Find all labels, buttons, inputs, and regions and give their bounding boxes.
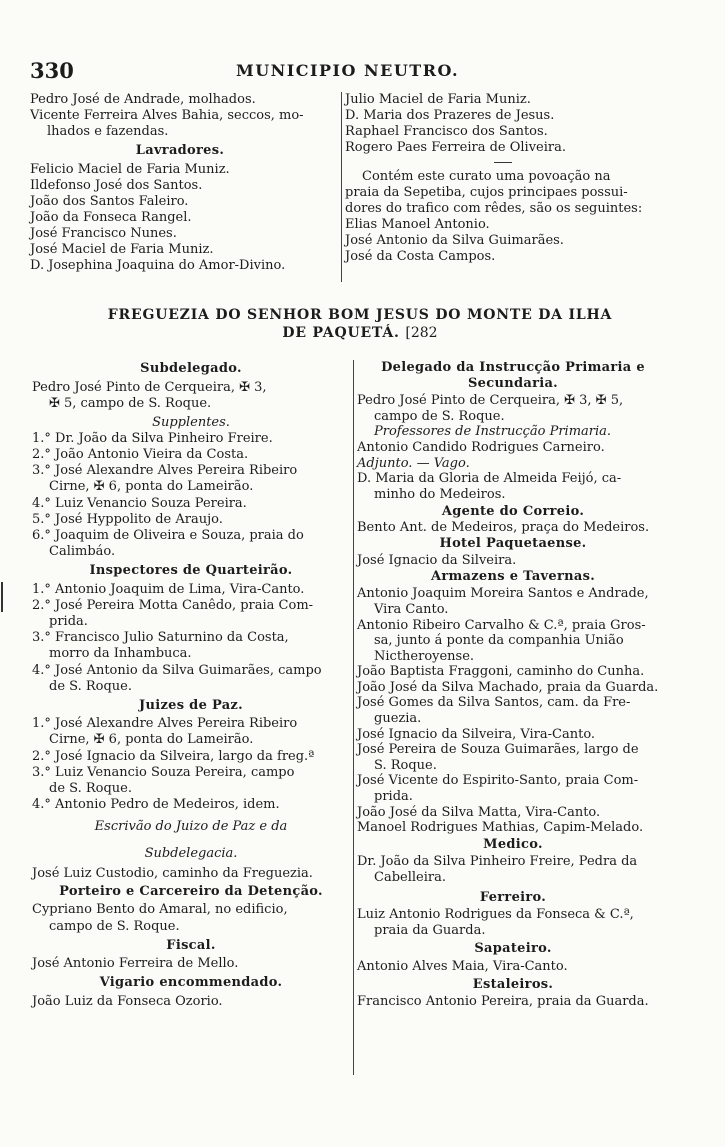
paragraph-line: dores do trafico com rêdes, são os seguintes: (345, 201, 643, 216)
listing-line: 5.° José Hyppolito de Araujo. (32, 511, 223, 527)
page-header (30, 58, 670, 84)
section-heading: Agente do Correio. (441, 504, 585, 520)
listing-line: José Vicente do Espirito-Santo, praia Com- (357, 773, 639, 789)
section-heading: Estaleiros. (472, 976, 554, 992)
section-heading: Inspectores de Quarteirão. (89, 563, 293, 579)
main-left-column (32, 361, 350, 1011)
listing-line: José Maciel de Faria Muniz. (30, 242, 214, 257)
listing-line: Elias Manoel Antonio. (345, 217, 490, 232)
listing-line: Calimbáo. (49, 544, 116, 560)
listing-line: Cirne, ✠ 6, ponta do Lameirão. (49, 732, 254, 748)
section-title-line2 (60, 324, 660, 342)
listing-line: Adjunto. — Vago. (357, 455, 470, 471)
listing-line: Manoel Rodrigues Mathias, Capim-Melado. (357, 820, 644, 836)
listing-line: campo de S. Roque. (49, 918, 180, 934)
listing-line: Antonio Joaquim Moreira Santos e Andrade, (357, 586, 649, 602)
top-right-column (345, 92, 660, 265)
section-title-line1: FREGUEZIA DO SENHOR BOM JESUS DO MONTE DA ILHA (107, 307, 613, 323)
listing-line: 1.° Dr. João da Silva Pinheiro Freire. (32, 430, 273, 446)
listing-line: José Antonio da Silva Guimarães. (345, 233, 564, 248)
listing-line: Julio Maciel de Faria Muniz. (345, 92, 531, 107)
listing-line: 3.° José Alexandre Alves Pereira Ribeiro (32, 463, 298, 479)
listing-line: de S. Roque. (49, 781, 132, 797)
italic-heading: Escrivão do Juizo de Paz e da (94, 819, 288, 835)
section-heading: Juizes de Paz. (139, 698, 243, 714)
listing-line: 4.° José Antonio da Silva Guimarães, campo (32, 662, 322, 678)
section-heading: Armazens e Tavernas. (430, 568, 596, 584)
listing-line: 1.° Antonio Joaquim de Lima, Vira-Canto. (32, 581, 305, 597)
listing-line: ✠ 5, campo de S. Roque. (49, 396, 212, 412)
listing-line: Pedro José de Andrade, molhados. (30, 92, 256, 107)
listing-line: guezia. (374, 711, 422, 727)
listing-line: João da Fonseca Rangel. (30, 210, 192, 225)
listing-line: prida. (49, 614, 88, 630)
listing-line: lhados e fazendas. (47, 124, 169, 139)
listing-line: Nictheroyense. (374, 648, 475, 664)
listing-line: Antonio Alves Maia, Vira-Canto. (357, 958, 568, 974)
listing-line: João José da Silva Machado, praia da Guarda. (357, 679, 659, 695)
listing-line: José da Costa Campos. (345, 249, 496, 264)
listing-line: 6.° Joaquim de Oliveira e Souza, praia do (32, 528, 304, 544)
listing-line: sa, junto á ponte da companhia União (374, 633, 624, 649)
listing-line: José Luiz Custodio, caminho da Freguezia. (32, 865, 313, 881)
listing-line: 3.° Francisco Julio Saturnino da Costa, (32, 630, 289, 646)
listing-line: Cirne, ✠ 6, ponta do Lameirão. (49, 479, 254, 495)
listing-line: Antonio Ribeiro Carvalho & C.ª, praia Gros- (357, 617, 646, 633)
listing-line: minho do Medeiros. (374, 486, 506, 502)
paragraph-line: praia da Sepetiba, cujos principaes possui- (345, 185, 628, 200)
section-heading: Vigario encommendado. (99, 975, 283, 991)
listing-line: prida. (374, 789, 413, 805)
listing-line: José Pereira de Souza Guimarães, largo de (357, 742, 639, 758)
section-ref: [282 (405, 325, 438, 341)
listing-line: João Baptista Fraggoni, caminho do Cunha. (357, 664, 645, 680)
listing-line: José Gomes da Silva Santos, cam. da Fre- (357, 695, 631, 711)
listing-line: S. Roque. (374, 757, 437, 773)
listing-line: Cypriano Bento do Amaral, no edificio, (32, 902, 288, 918)
listing-line: 2.° João Antonio Vieira da Costa. (32, 447, 249, 463)
listing-line: de S. Roque. (49, 678, 132, 694)
listing-line: praia da Guarda. (374, 922, 486, 938)
section-heading: Lavradores. (135, 143, 225, 158)
top-left-column (30, 92, 330, 274)
column-divider (341, 92, 342, 282)
listing-line: Ildefonso José dos Santos. (30, 178, 203, 193)
listing-line: Luiz Antonio Rodrigues da Fonseca & C.ª, (357, 907, 634, 923)
listing-line: Vicente Ferreira Alves Bahia, seccos, mo- (30, 108, 304, 123)
listing-line: Francisco Antonio Pereira, praia da Guarda. (357, 994, 649, 1010)
page-number: 330 (30, 58, 74, 83)
listing-line: D. Josephina Joaquina do Amor-Divino. (30, 258, 286, 273)
italic-heading: Professores de Instrucção Primaria. (374, 424, 612, 440)
section-heading: Ferreiro. (479, 889, 547, 905)
listing-line: 2.° José Ignacio da Silveira, largo da freg.ª (32, 748, 315, 764)
listing-line: Bento Ant. de Medeiros, praça do Medeiros. (357, 519, 650, 535)
listing-line: Pedro José Pinto de Cerqueira, ✠ 3, ✠ 5, (357, 393, 624, 409)
listing-line: Antonio Candido Rodrigues Carneiro. (357, 439, 605, 455)
listing-line: João José da Silva Matta, Vira-Canto. (357, 804, 601, 820)
listing-line: D. Maria dos Prazeres de Jesus. (345, 108, 555, 123)
section-title (60, 306, 660, 342)
section-heading: Fiscal. (166, 937, 216, 953)
listing-line: Vira Canto. (374, 601, 449, 617)
section-heading: Subdelegado. (140, 361, 242, 376)
listing-line: José Ignacio da Silveira. (357, 553, 517, 569)
margin-mark (1, 582, 3, 612)
section-heading: Porteiro e Carcereiro da Detenção. (59, 884, 323, 900)
listing-line: Dr. João da Silva Pinheiro Freire, Pedra da (357, 854, 638, 870)
listing-line: José Francisco Nunes. (30, 226, 177, 241)
listing-line: Felicio Maciel de Faria Muniz. (30, 162, 230, 177)
listing-line: 4.° Antonio Pedro de Medeiros, idem. (32, 797, 280, 813)
section-heading: Delegado da Instrucção Primaria e (381, 360, 645, 375)
section-heading: Medico. (483, 836, 543, 852)
listing-line: D. Maria da Gloria de Almeida Feijó, ca- (357, 471, 622, 487)
listing-line: José Antonio Ferreira de Mello. (32, 955, 239, 971)
listing-line: Cabelleira. (374, 870, 446, 885)
listing-line: José Ignacio da Silveira, Vira-Canto. (357, 726, 596, 742)
listing-line: 1.° José Alexandre Alves Pereira Ribeiro (32, 716, 298, 732)
listing-line: campo de S. Roque. (374, 408, 505, 424)
italic-heading: Supplentes. (152, 414, 230, 430)
listing-line: 3.° Luiz Venancio Souza Pereira, campo (32, 764, 295, 780)
listing-line: Rogero Paes Ferreira de Oliveira. (345, 140, 567, 155)
section-heading: Hotel Paquetaense. (439, 535, 587, 551)
listing-line: morro da Inhambuca. (49, 646, 192, 662)
listing-line: João dos Santos Faleiro. (30, 194, 189, 209)
listing-line: João Luiz da Fonseca Ozorio. (32, 994, 223, 1010)
running-title: MUNICIPIO NEUTRO. (236, 61, 460, 80)
section-heading: Secundaria. (467, 375, 559, 391)
section-heading: Sapateiro. (474, 941, 552, 957)
listing-line: Pedro José Pinto de Cerqueira, ✠ 3, (32, 380, 267, 396)
italic-heading: Subdelegacia. (144, 845, 238, 861)
column-divider (353, 360, 354, 1075)
listing-line: 2.° José Pereira Motta Canêdo, praia Com- (32, 597, 314, 613)
listing-line: 4.° Luiz Venancio Souza Pereira. (32, 495, 247, 511)
listing-line: Raphael Francisco dos Santos. (345, 124, 548, 139)
section-title-text: DE PAQUETÁ. (282, 325, 400, 341)
paragraph-line: Contém este curato uma povoação na (362, 169, 611, 184)
dash-separator (494, 162, 512, 163)
main-right-column (357, 360, 669, 1010)
